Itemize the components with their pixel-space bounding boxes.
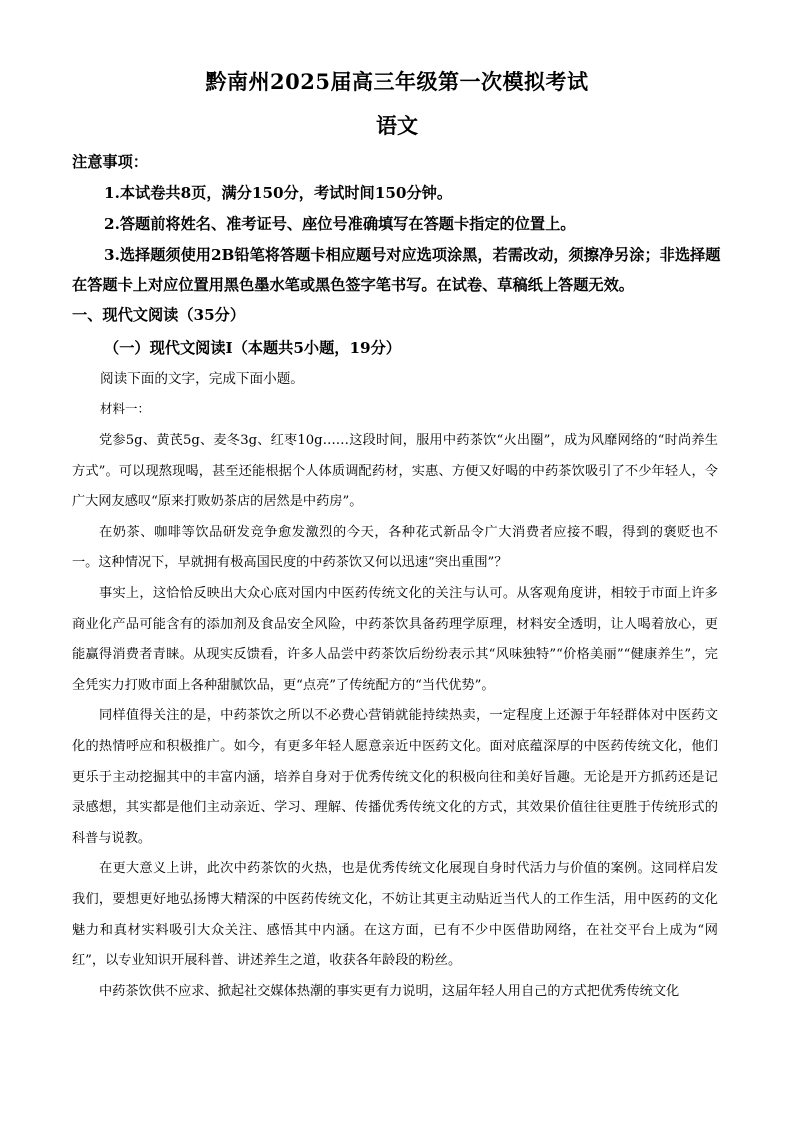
reading-passage (72, 426, 718, 1007)
material-label: 材料一： (100, 401, 151, 416)
subject-title: 语文 (376, 113, 418, 138)
notes-heading: 注意事项： (72, 153, 148, 171)
passage-paragraph: 党参5g、黄芪5g、麦冬3g、红枣10g……这段时间，服用中药茶饮“火出圈”，成为风靡网络的“时尚养生方式”。可以现熬现喝，甚至还能根据个人体质调配药材，实惠、方便又好喝的中药茶饮吸引了不少年轻人，令广大网友感叹“原来打败奶茶店的居然是中药房”。 (72, 433, 718, 510)
passage-paragraph: 同样值得关注的是，中药茶饮之所以不必费心营销就能持续热卖，一定程度上还源于年轻群体对中医药文化的热情呼应和积极推广。如今，有更多年轻人愿意亲近中医药文化。面对底蕴深厚的中医药传统文化，他们更乐于主动挖掘其中的丰富内涵，培养自身对于优秀传统文化的积极向往和美好旨趣。无论是开方抓药还是记录感想，其实都是他们主动亲近、学习、理解、传播优秀传统文化的方式，其效果价值往往更胜于传统形式的科普与说教。 (72, 708, 718, 846)
passage-paragraph: 在更大意义上讲，此次中药茶饮的火热，也是优秀传统文化展现自身时代活力与价值的案例。这同样启发我们，要想更好地弘扬博大精深的中医药传统文化，不妨让其更主动贴近当代人的工作生活，用中医药的文化魅力和真材实料吸引大众关注、感悟其中内涵。在这方面，已有不少中医借助网络，在社交平台上成为“网红”，以专业知识开展科普、讲述养生之道，收获各年龄段的粉丝。 (72, 861, 718, 969)
exam-title: 黔南州2025届高三年级第一次模拟考试 (205, 69, 589, 94)
passage-paragraph: 中药茶饮供不应求、掀起社交媒体热潮的事实更有力说明，这届年轻人用自己的方式把优秀传统文化 (99, 983, 680, 999)
passage-paragraph: 在奶茶、咖啡等饮品研发竞争愈发激烈的今天，各种花式新品令广大消费者应接不暇，得到的褒贬也不一。这种情况下，早就拥有极高国民度的中药茶饮又何以迅速“突出重围”？ (72, 524, 718, 571)
reading-instruction: 阅读下面的文字，完成下面小题。 (100, 371, 304, 387)
note-item-1: 1.本试卷共8页，满分150分，考试时间150分钟。 (104, 184, 453, 202)
note-item-2: 2.答题前将姓名、准考证号、座位号准确填写在答题卡指定的位置上。 (104, 215, 576, 233)
note-item-3: 3.选择题须使用2B铅笔将答题卡相应题号对应选项涂黑，若需改动，须擦净另涂；非选择题在答题卡上对应位置用黑色墨水笔或黑色签字笔书写。在试卷、草稿纸上答题无效。 (72, 246, 721, 294)
passage-paragraph: 事实上，这恰恰反映出大众心底对国内中医药传统文化的关注与认可。从客观角度讲，相较于市面上许多商业化产品可能含有的添加剂及食品安全风险，中药茶饮具备药理学原理，材料安全透明，让人喝着放心，更能赢得消费者青睐。从现实反馈看，许多人品尝中药茶饮后纷纷表示其“风味独特”“价格美丽”“健康养生”，完全凭实力打败市面上各种甜腻饮品，更“点亮”了传统配方的“当代优势”。 (72, 585, 718, 693)
section-title: 一、现代文阅读（35分） (72, 306, 246, 324)
subsection-title: （一）现代文阅读Ⅰ（本题共5小题，19分） (104, 339, 401, 357)
